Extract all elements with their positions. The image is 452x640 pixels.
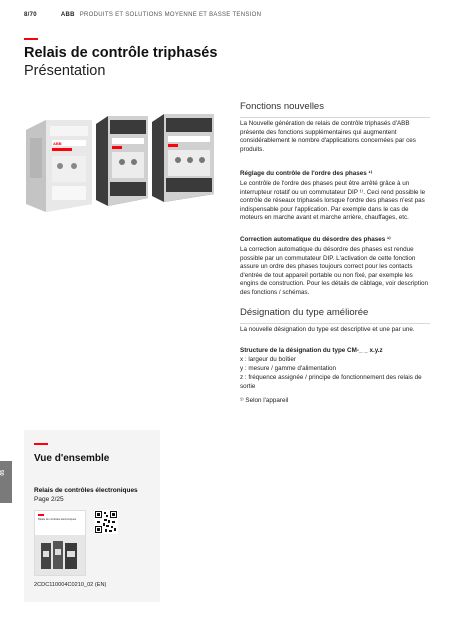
header-brand: ABB xyxy=(60,12,75,18)
reglage-text: Le contrôle de l'ordre des phases peut être arrêté grâce à un interrupteur rotatif ou un commutateur DIP ¹⁾. Ceci rend possible le contrôle de réseaux triphasés lorsque l'ordre des phases n'est pas indispensable pour l'application. Par exemple dans le cas de moteurs en marche avant et marche arrière, chauffages, etc. xyxy=(240,180,426,222)
page-number: 8/70 xyxy=(24,12,37,18)
divider xyxy=(240,117,430,118)
structure-title: Structure de la désignation du type CM-_ _ x.y.z xyxy=(240,347,383,354)
qr-code-icon[interactable] xyxy=(94,510,118,534)
relay-device-3 xyxy=(152,114,214,202)
catalog-link[interactable]: Relais de contrôles électroniques xyxy=(34,487,138,494)
nouvelles-heading: Fonctions nouvelles xyxy=(240,101,324,112)
designation-heading: Désignation du type améliorée xyxy=(240,307,369,318)
overview-title: Vue d'ensemble xyxy=(34,453,110,464)
product-image xyxy=(24,108,234,218)
device-logo: ABB xyxy=(53,141,62,146)
catalog-thumbnail[interactable] xyxy=(34,510,86,576)
y-definition: y : mesure / gamme d'alimentation xyxy=(240,365,337,372)
footnote: ¹⁾ Selon l'appareil xyxy=(240,397,289,404)
correction-text: La correction automatique du désordre des phases est rendue possible par un commutateur DIP. L'activation de cette fonction assure un ordre des phases toujours correct pour les contacts d'entrée de tout appareil portable ou non fixé, par exemple les engins de construction. Pour les détails de câblage, voir description des fonctions / schémas. xyxy=(240,246,428,296)
section-tab-label: 05 xyxy=(0,470,6,476)
thumbnail-image xyxy=(35,535,85,575)
title-accent-bar xyxy=(24,38,38,40)
relay-device-2 xyxy=(96,116,148,206)
card-accent-bar xyxy=(34,443,48,445)
page-title: Relais de contrôle triphasés xyxy=(24,45,218,61)
thumbnail-title: Relais de contrôles électroniques xyxy=(38,518,77,521)
correction-title: Correction automatique du désordre des phases ¹⁾ xyxy=(240,236,391,243)
z-definition: z : fréquence assignée / principe de fonctionnement des relais de sortie xyxy=(240,374,422,390)
header-section: PRODUITS ET SOLUTIONS MOYENNE ET BASSE TENSION xyxy=(79,12,262,18)
document-reference: 2CDC110004C0210_02 (EN) xyxy=(34,582,107,588)
section-tab xyxy=(0,461,12,503)
designation-intro: La nouvelle désignation du type est descriptive et une par une. xyxy=(240,326,415,333)
page-subtitle: Présentation xyxy=(24,63,106,79)
relay-device-1 xyxy=(26,120,92,212)
divider xyxy=(240,323,430,324)
x-definition: x : largeur du boîtier xyxy=(240,356,297,363)
reglage-title: Réglage du contrôle de l'ordre des phases ¹⁾ xyxy=(240,170,373,177)
nouvelles-intro: La Nouvelle génération de relais de contrôle triphasés d'ABB présente des fonctions supplémentaires qui augmentent considérablement le nombre d'applications concernées par ces produits. xyxy=(240,120,416,153)
catalog-page: Page 2/25 xyxy=(34,496,64,503)
page-header xyxy=(24,12,261,18)
